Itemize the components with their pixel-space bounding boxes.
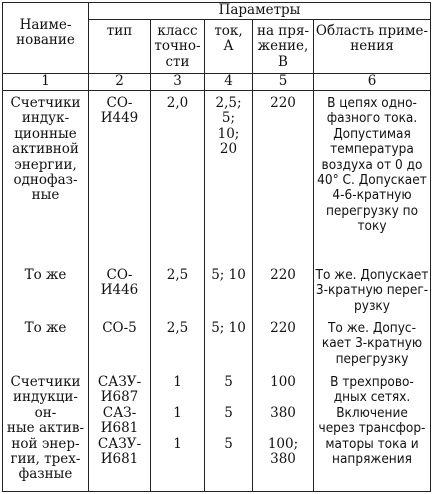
cell-usage: То же. Допускает 3-кратную перег- рузку [315,267,429,314]
cell-usage: То же. Допус- кает 3-кратную перегрузку [321,320,423,367]
border [2,90,431,91]
cell-type: САЗУ- И687 САЗ- И681 САЗУ- И681 [97,374,142,468]
cell-current: 5; 10 [211,320,246,336]
cell-current: 5 5 5 [224,374,233,452]
cell-type: СО-5 [102,320,137,336]
col-number: 2 [115,73,124,89]
header-name: Наиме- нование [16,17,75,49]
cell-usage: В трехпрово- дных сетях. Включение через трансфор- маторы тока и напряжения [318,374,426,468]
cell-accuracy: 2,5 [166,320,189,336]
cell-name: То же [24,267,67,283]
col-number: 5 [278,73,288,89]
cell-type: СО- И446 [100,267,139,299]
cell-name: То же [24,320,67,336]
header-current: ток, А [214,23,243,55]
border [2,491,431,492]
cell-type: СО- И449 [100,95,139,127]
header-voltage: на пря- жение, В [256,23,310,70]
col-number: 6 [367,73,377,89]
cell-usage: В цепях одно- фазного тока. Допустимая температура воздуха от 0 до 40° С. Допускает 4-6-кратную перегрузку по току [317,95,427,235]
header-accuracy: класс точно- сти [154,23,201,70]
cell-voltage: 220 [270,320,296,336]
cell-voltage: 100 380 100; 380 [267,374,299,468]
cell-name: Счетчики индукци- он- ные актив- ной энер- гии, трех- фазные [6,374,85,483]
cell-voltage: 220 [270,267,296,283]
col-number: 1 [41,73,50,89]
cell-voltage: 220 [270,95,296,111]
parameters-table [2,2,431,492]
cell-name: Счетчики индук- ционные активной энергии, однофаз- ные [10,95,81,204]
border [88,19,430,20]
col-number: 4 [224,73,233,89]
cell-current: 2,5; 5; 10; 20 [215,95,242,158]
col-number: 3 [173,73,182,89]
cell-accuracy: 2,5 [166,267,189,283]
cell-accuracy: 2,0 [166,95,189,111]
header-type: тип [106,23,133,39]
cell-accuracy: 1 1 1 [173,374,182,452]
header-usage: Область приме- нения [315,23,429,55]
header-params: Параметры [218,2,301,18]
border [430,2,431,492]
cell-current: 5; 10 [211,267,246,283]
